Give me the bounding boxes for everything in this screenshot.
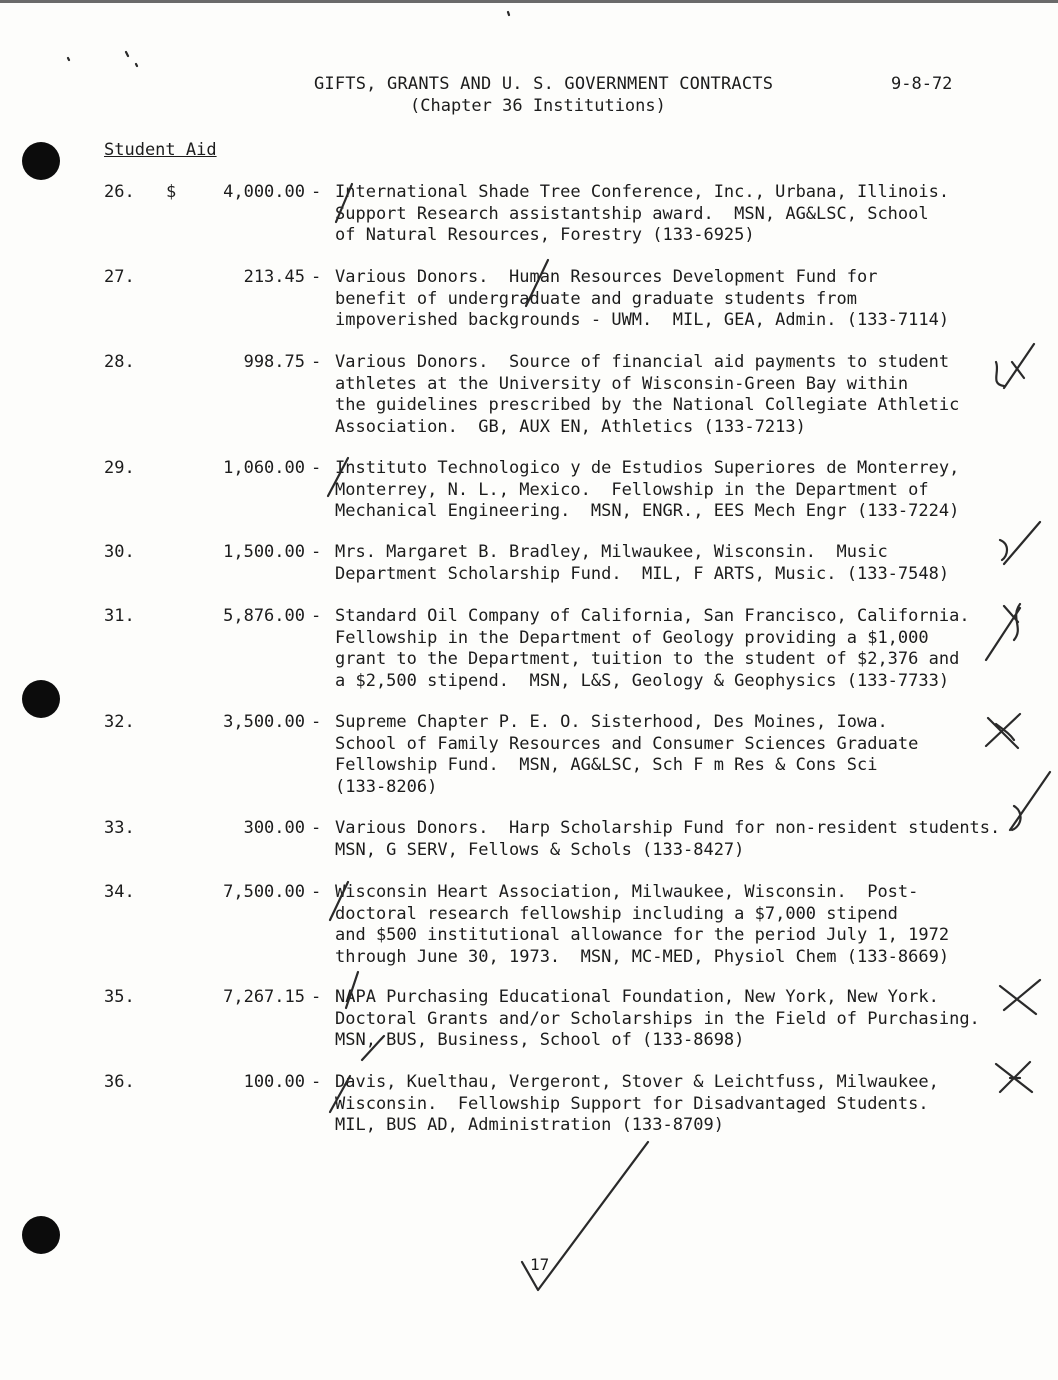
entry-description: [335, 542, 1025, 585]
entry-description-line: Fellowship Fund. MSN, AG&LSC, Sch F m Res & Cons Sci: [335, 755, 878, 775]
entry-description-line: MSN, BUS, Business, School of (133-8698): [335, 1030, 745, 1050]
entry-35: [0, 987, 1058, 1052]
entry-number: 36.: [104, 1072, 135, 1092]
entry-30: [0, 542, 1058, 585]
entry-amount: 7,267.15: [223, 987, 305, 1007]
entry-number: 27.: [104, 267, 135, 287]
entry-amount: 213.45: [243, 267, 305, 287]
entry-dash: -: [311, 712, 322, 732]
entry-dash: -: [311, 606, 322, 626]
entry-description-line: impoverished backgrounds - UWM. MIL, GEA, Admin. (133-7114): [335, 310, 950, 330]
entry-description: [335, 182, 1025, 247]
binder-hole-bottom: [22, 1216, 60, 1254]
entry-description-line: Wisconsin. Fellowship Support for Disadvantaged Students.: [335, 1093, 929, 1114]
document-subtitle: (Chapter 36 Institutions): [410, 96, 666, 116]
entry-dash: -: [311, 458, 322, 478]
entry-number: 31.: [104, 606, 135, 626]
entry-description: [335, 267, 1025, 332]
entry-description: [335, 882, 1025, 968]
entry-description: [335, 606, 1025, 692]
entry-description-line: athletes at the University of Wisconsin-Green Bay within: [335, 373, 909, 394]
entry-description-line: through June 30, 1973. MSN, MC-MED, Physiol Chem (133-8669): [335, 946, 950, 967]
speck-marks: [68, 12, 509, 66]
entry-description-line: MSN, G SERV, Fellows & Schols (133-8427): [335, 839, 745, 860]
entry-amount: 300.00: [243, 818, 305, 838]
entry-31: [0, 606, 1058, 692]
entry-description-line: Monterrey, N. L., Mexico. Fellowship in the Department of: [335, 479, 929, 500]
entry-amount: 1,500.00: [223, 542, 305, 562]
entry-description-line: Association. GB, AUX EN, Athletics (133-7213): [335, 416, 806, 437]
entry-number: 29.: [104, 458, 135, 478]
entry-32: [0, 712, 1058, 798]
entry-description-line: Mrs. Margaret B. Bradley, Milwaukee, Wisconsin. Music: [335, 542, 888, 562]
entry-description-line: NAPA Purchasing Educational Foundation, New York, New York.: [335, 987, 939, 1007]
entry-amount: 998.75: [243, 352, 305, 372]
entry-description-line: Mechanical Engineering. MSN, ENGR., EES Mech Engr (133-7224): [335, 501, 960, 521]
entry-amount: 3,500.00: [223, 712, 305, 732]
entry-description-line: grant to the Department, tuition to the student of $2,376 and: [335, 649, 960, 669]
entry-description-line: (133-8206): [335, 776, 438, 797]
page-number: 17: [530, 1255, 550, 1274]
entry-amount: 4,000.00: [223, 182, 305, 202]
entry-number: 32.: [104, 712, 135, 732]
document-date: 9-8-72: [891, 74, 953, 94]
entry-28: [0, 352, 1058, 438]
binder-hole-top: [22, 142, 60, 180]
entry-description-line: Various Donors. Human Resources Development Fund for: [335, 267, 878, 287]
entry-amount: 100.00: [243, 1072, 305, 1092]
entry-description-line: Wisconsin Heart Association, Milwaukee, Wisconsin. Post-: [335, 882, 919, 902]
entry-description: [335, 712, 1025, 798]
entry-number: 35.: [104, 987, 135, 1007]
entry-currency: $: [166, 182, 177, 202]
entry-29: [0, 458, 1058, 523]
entry-description-line: benefit of undergraduate and graduate students from: [335, 288, 857, 309]
entry-description-line: School of Family Resources and Consumer Sciences Graduate: [335, 733, 919, 754]
entry-dash: -: [311, 182, 322, 202]
entry-description-line: Department Scholarship Fund. MIL, F ARTS, Music. (133-7548): [335, 563, 950, 584]
entry-number: 26.: [104, 182, 135, 202]
entry-dash: -: [311, 542, 322, 562]
entry-description: [335, 987, 1025, 1052]
entry-dash: -: [311, 267, 322, 287]
entry-description: [335, 458, 1025, 523]
entry-description-line: Various Donors. Harp Scholarship Fund for non-resident students.: [335, 818, 1001, 838]
entry-description-line: the guidelines prescribed by the National Collegiate Athletic: [335, 395, 960, 415]
entry-amount: 5,876.00: [223, 606, 305, 626]
entry-description-line: Various Donors. Source of financial aid payments to student: [335, 352, 950, 372]
entry-amount: 1,060.00: [223, 458, 305, 478]
entry-description-line: and $500 institutional allowance for the period July 1, 1972: [335, 925, 950, 945]
entry-33: [0, 818, 1058, 861]
entry-number: 28.: [104, 352, 135, 372]
entry-34: [0, 882, 1058, 968]
entry-description-line: International Shade Tree Conference, Inc., Urbana, Illinois.: [335, 182, 950, 202]
entry-dash: -: [311, 352, 322, 372]
entry-description: [335, 352, 1025, 438]
entry-number: 33.: [104, 818, 135, 838]
entry-description-line: Davis, Kuelthau, Vergeront, Stover & Leichtfuss, Milwaukee,: [335, 1072, 939, 1092]
entry-amount: 7,500.00: [223, 882, 305, 902]
entry-description-line: Supreme Chapter P. E. O. Sisterhood, Des Moines, Iowa.: [335, 712, 888, 732]
entry-description-line: Doctoral Grants and/or Scholarships in the Field of Purchasing.: [335, 1008, 980, 1029]
entry-description-line: Fellowship in the Department of Geology providing a $1,000: [335, 627, 929, 648]
entry-dash: -: [311, 987, 322, 1007]
top-edge-line: [0, 0, 1058, 3]
entry-description-line: Support Research assistantship award. MSN, AG&LSC, School: [335, 203, 929, 224]
entry-number: 34.: [104, 882, 135, 902]
entry-description-line: Standard Oil Company of California, San Francisco, California.: [335, 606, 970, 626]
entry-description-line: MIL, BUS AD, Administration (133-8709): [335, 1115, 724, 1135]
entry-description: [335, 818, 1025, 861]
entry-description: [335, 1072, 1025, 1137]
entry-dash: -: [311, 818, 322, 838]
entry-26: [0, 182, 1058, 247]
entry-27: [0, 267, 1058, 332]
entry-number: 30.: [104, 542, 135, 562]
document-title: GIFTS, GRANTS AND U. S. GOVERNMENT CONTRACTS: [314, 74, 774, 94]
entry-dash: -: [311, 882, 322, 902]
section-heading: Student Aid: [104, 140, 217, 160]
entry-description-line: a $2,500 stipend. MSN, L&S, Geology & Geophysics (133-7733): [335, 670, 950, 691]
entry-36: [0, 1072, 1058, 1137]
entry-description-line: of Natural Resources, Forestry (133-6925): [335, 225, 755, 245]
entry-dash: -: [311, 1072, 322, 1092]
entry-description-line: Instituto Technologico y de Estudios Superiores de Monterrey,: [335, 458, 960, 478]
entry-description-line: doctoral research fellowship including a $7,000 stipend: [335, 903, 898, 924]
